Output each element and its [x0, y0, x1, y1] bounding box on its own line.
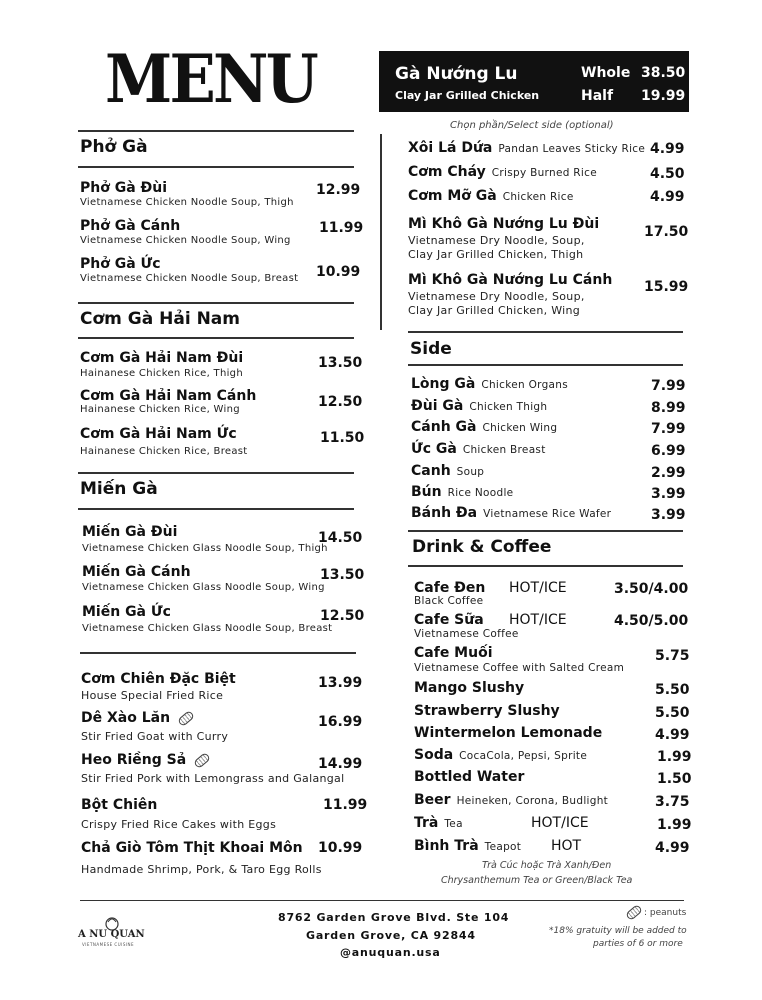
menu-item-desc: Vietnamese Coffee [414, 628, 519, 640]
menu-item-name: Wintermelon Lemonade [414, 725, 603, 741]
menu-item-price: 12.50 [320, 608, 365, 624]
menu-item-desc: Vietnamese Coffee with Salted Cream [414, 662, 625, 674]
menu-item-desc: Hainanese Chicken Rice, Thigh [80, 368, 243, 379]
menu-item-price: 5.50 [655, 705, 690, 721]
menu-item-price: 10.99 [318, 840, 363, 856]
menu-item-name: Phở Gà Ức [80, 256, 161, 272]
menu-item-name: Trà Tea [414, 815, 463, 831]
menu-item-desc: Clay Jar Grilled Chicken, Thigh [408, 248, 584, 261]
menu-item-price: 5.50 [655, 682, 690, 698]
menu-item-desc: Hainanese Chicken Rice, Wing [80, 404, 240, 415]
menu-item-price: 15.99 [644, 279, 689, 295]
menu-item-price: 5.75 [655, 648, 690, 664]
menu-item-name: Bún Rice Noodle [411, 484, 514, 500]
menu-item-price: 16.99 [318, 714, 363, 730]
menu-item-name: Heo Riềng Sả [81, 752, 210, 768]
banner-subtitle: Clay Jar Grilled Chicken [395, 89, 540, 102]
menu-item-price: 4.50/5.00 [614, 613, 689, 629]
com-section-title: Cơm Gà Hải Nam [80, 309, 240, 329]
menu-item-desc: Vietnamese Chicken Glass Noodle Soup, Breast [82, 623, 333, 634]
mien-section-title: Miến Gà [80, 479, 158, 499]
menu-item-name: Cơm Gà Hải Nam Đùi [80, 350, 244, 366]
menu-item-price: 1.99 [657, 817, 692, 833]
menu-item-name: Cafe Sữa [414, 612, 484, 628]
menu-item-price: 12.50 [318, 394, 363, 410]
menu-item-price: 11.50 [320, 430, 365, 446]
menu-item-name: Mì Khô Gà Nướng Lu Đùi [408, 216, 600, 232]
tea-note: Chrysanthemum Tea or Green/Black Tea [441, 875, 633, 886]
logo-subtext: VIETNAMESE CUISINE [82, 942, 135, 947]
menu-item-name: Bột Chiên [81, 797, 158, 813]
menu-item-price: 2.99 [651, 465, 686, 481]
menu-item-name: Cánh Gà Chicken Wing [411, 419, 558, 435]
menu-item-name: Cơm Chiên Đặc Biệt [81, 671, 236, 687]
menu-item-name: Canh Soup [411, 463, 485, 479]
menu-item-name: Phở Gà Đùi [80, 180, 168, 196]
menu-item-price: 3.99 [651, 486, 686, 502]
menu-item-price: 3.50/4.00 [614, 581, 689, 597]
menu-item-name: Cơm Gà Hải Nam Ức [80, 426, 237, 442]
hot-ice-label: HOT [551, 838, 582, 854]
menu-item-desc: Handmade Shrimp, Pork, & Taro Egg Rolls [81, 863, 322, 876]
menu-item-price: 11.99 [319, 220, 364, 236]
menu-item-price: 3.75 [655, 794, 690, 810]
menu-item-name: Chả Giò Tôm Thịt Khoai Môn [81, 840, 303, 856]
menu-item-price: 6.99 [651, 443, 686, 459]
menu-item-name: Miến Gà Cánh [82, 564, 191, 580]
menu-item-name: Mango Slushy [414, 680, 525, 696]
menu-item-price: 14.50 [318, 530, 363, 546]
menu-item-price: 11.99 [323, 797, 368, 813]
drink-section-title: Drink & Coffee [412, 537, 552, 557]
whole-label: Whole [581, 65, 631, 81]
select-side-note: Chọn phần/Select side (optional) [450, 120, 614, 131]
menu-item-name: Bánh Đa Vietnamese Rice Wafer [411, 505, 612, 521]
menu-item-name: Lòng Gà Chicken Organs [411, 376, 569, 392]
instagram-handle: @anuquan.usa [340, 946, 441, 959]
banner-name: Gà Nướng Lu [395, 64, 518, 84]
peanuts-legend: : peanuts [626, 908, 686, 918]
side-section-title: Side [410, 339, 452, 359]
menu-item-price: 4.99 [650, 141, 685, 157]
menu-item-desc: Hainanese Chicken Rice, Breast [80, 446, 248, 457]
restaurant-logo [78, 912, 158, 952]
menu-item-price: 4.99 [650, 189, 685, 205]
menu-item-price: 10.99 [316, 264, 361, 280]
peanut-icon [193, 751, 211, 768]
menu-item-price: 4.99 [655, 727, 690, 743]
menu-item-desc: Crispy Fried Rice Cakes with Eggs [81, 818, 277, 831]
menu-item-name: Dê Xào Lăn [81, 710, 194, 726]
menu-item-desc: Vietnamese Chicken Noodle Soup, Breast [80, 273, 299, 284]
menu-item-name: Cơm Cháy Crispy Burned Rice [408, 164, 597, 180]
menu-item-price: 7.99 [651, 378, 686, 394]
menu-item-name: Soda CocaCola, Pepsi, Sprite [414, 747, 588, 763]
menu-item-desc: Black Coffee [414, 595, 484, 607]
menu-item-price: 13.50 [318, 355, 363, 371]
half-label: Half [581, 88, 614, 104]
menu-item-name: Cơm Mỡ Gà Chicken Rice [408, 188, 574, 204]
menu-item-name: Cơm Gà Hải Nam Cánh [80, 388, 257, 404]
menu-item-name: Cafe Đen [414, 580, 486, 596]
peanut-icon [177, 709, 195, 726]
whole-price: 38.50 [641, 65, 686, 81]
menu-item-price: 12.99 [316, 182, 361, 198]
half-price: 19.99 [641, 88, 686, 104]
tea-note: Trà Cúc hoặc Trà Xanh/Đen [482, 860, 612, 871]
menu-item-desc: House Special Fried Rice [81, 689, 224, 702]
menu-item-name: Đùi Gà Chicken Thigh [411, 398, 548, 414]
menu-item-price: 14.99 [318, 756, 363, 772]
menu-item-price: 1.50 [657, 771, 692, 787]
gratuity-note: *18% gratuity will be added to [549, 926, 687, 936]
hot-ice-label: HOT/ICE [509, 580, 567, 596]
menu-item-desc: Vietnamese Chicken Noodle Soup, Wing [80, 235, 291, 246]
menu-item-name: Strawberry Slushy [414, 703, 560, 719]
menu-item-name: Miến Gà Ức [82, 604, 171, 620]
menu-item-desc: Stir Fried Goat with Curry [81, 730, 229, 743]
menu-item-name: Phở Gà Cánh [80, 218, 181, 234]
menu-item-price: 7.99 [651, 421, 686, 437]
menu-item-desc: Vietnamese Chicken Noodle Soup, Thigh [80, 197, 294, 208]
menu-item-name: Beer Heineken, Corona, Budlight [414, 792, 609, 808]
menu-item-price: 4.50 [650, 166, 685, 182]
menu-item-price: 3.99 [651, 507, 686, 523]
menu-item-name: Xôi Lá Dứa Pandan Leaves Sticky Rice [408, 140, 646, 156]
menu-item-price: 17.50 [644, 224, 689, 240]
menu-item-desc: Vietnamese Dry Noodle, Soup, [408, 290, 585, 303]
grilled-chicken-banner [379, 51, 689, 112]
menu-item-name: Bottled Water [414, 769, 525, 785]
menu-title: MENU [105, 40, 316, 118]
hot-ice-label: HOT/ICE [509, 612, 567, 628]
menu-item-desc: Vietnamese Dry Noodle, Soup, [408, 234, 585, 247]
menu-item-desc: Vietnamese Chicken Glass Noodle Soup, Wing [82, 582, 325, 593]
address-line-1: 8762 Garden Grove Blvd. Ste 104 [278, 911, 510, 924]
menu-item-desc: Stir Fried Pork with Lemongrass and Galangal [81, 772, 345, 785]
menu-item-price: 8.99 [651, 400, 686, 416]
menu-item-name: Cafe Muối [414, 645, 493, 661]
menu-item-name: Mì Khô Gà Nướng Lu Cánh [408, 272, 613, 288]
peanut-icon [625, 904, 643, 921]
menu-item-price: 1.99 [657, 749, 692, 765]
menu-item-price: 13.99 [318, 675, 363, 691]
hot-ice-label: HOT/ICE [531, 815, 589, 831]
menu-item-name: Bình Trà Teapot [414, 838, 522, 854]
menu-item-name: Miến Gà Đùi [82, 524, 178, 540]
menu-item-name: Ức Gà Chicken Breast [411, 441, 546, 457]
menu-item-desc: Clay Jar Grilled Chicken, Wing [408, 304, 581, 317]
pho-section-title: Phở Gà [80, 137, 148, 157]
menu-item-desc: Vietnamese Chicken Glass Noodle Soup, Thigh [82, 543, 328, 554]
gratuity-note: parties of 6 or more [593, 939, 683, 949]
menu-item-price: 4.99 [655, 840, 690, 856]
address-line-2: Garden Grove, CA 92844 [306, 929, 476, 942]
menu-item-price: 13.50 [320, 567, 365, 583]
logo-text: A NU QUAN [78, 929, 145, 940]
